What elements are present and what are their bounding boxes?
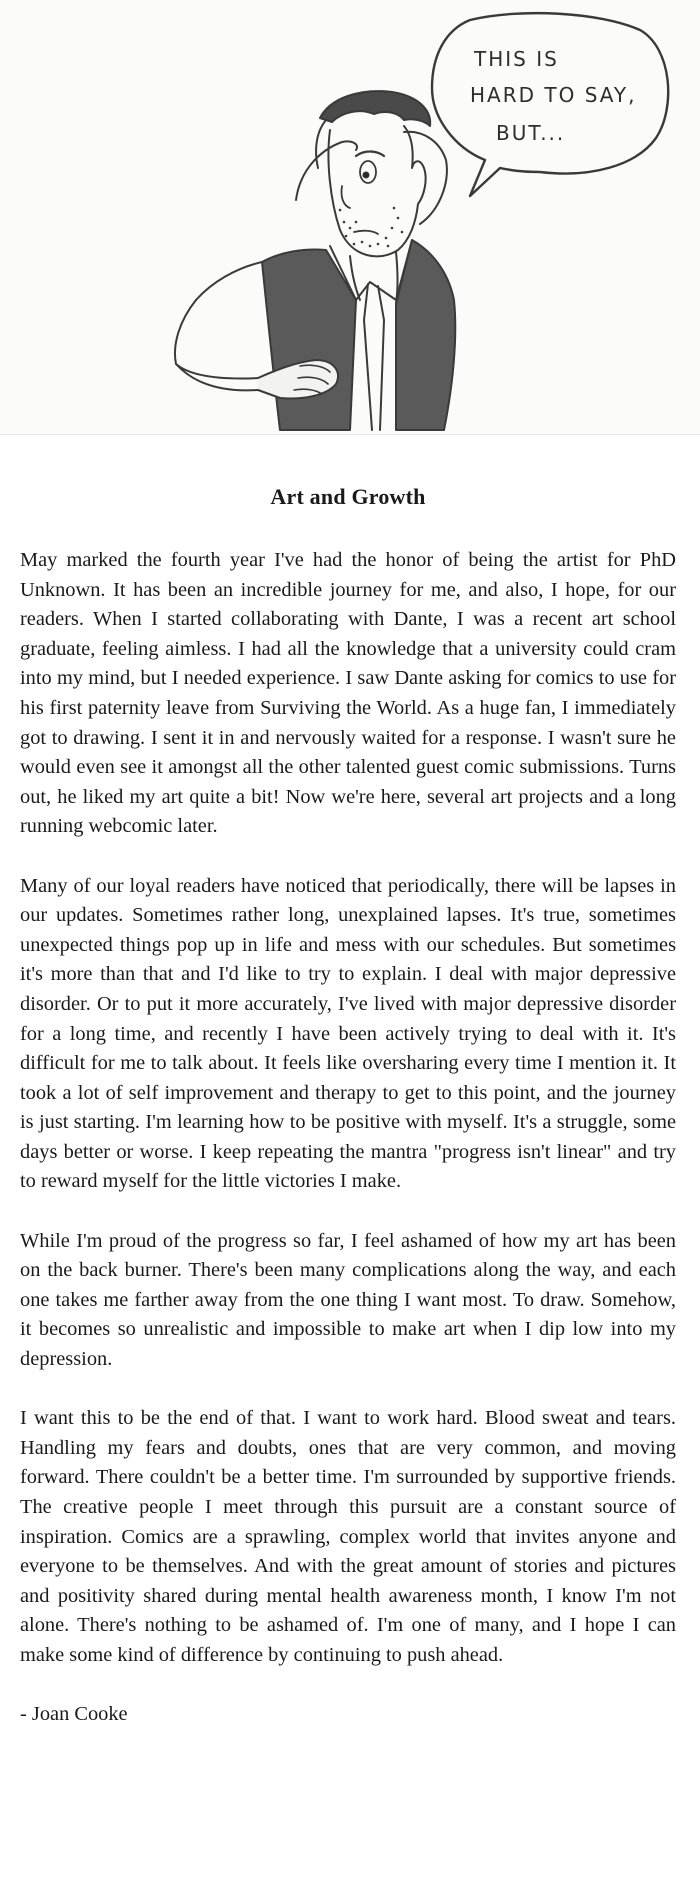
article	[20, 484, 676, 1730]
article-paragraph-2: Many of our loyal readers have noticed that periodically, there will be lapses in our updates. Sometimes rather long, unexplained lapses. It's true, sometimes unexpected things pop up in life and mess with our schedules. But sometimes it's more than that and I'd like to try to explain. I deal with major depressive disorder. Or to put it more accurately, I've lived with major depressive disorder for a long time, and recently I have been actively trying to deal with it. It's difficult for me to talk about. It feels like oversharing every time I mention it. It took a lot of self improvement and therapy to get to this point, and the journey is just starting. I'm learning how to be positive with myself. It's a struggle, some days better or worse. I keep repeating the mantra "progress isn't linear" and try to reward myself for the little victories I make.	[20, 874, 676, 1193]
comic-panel	[0, 0, 700, 434]
panel-divider	[0, 434, 700, 435]
article-title: Art and Growth	[270, 484, 426, 509]
author-signature: - Joan Cooke	[20, 1703, 128, 1726]
article-paragraph-4: I want this to be the end of that. I want to work hard. Blood sweat and tears. Handling my fears and doubts, ones that are very common, and moving forward. There couldn't be a better time. I'm surrounded by supportive friends. The creative people I meet through this pursuit are a constant source of inspiration. Comics are a sprawling, complex world that invites anyone and everyone to be themselves. And with the great amount of stories and pictures and positivity shared during mental health awareness month, I know I'm not alone. There's nothing to be ashamed of. I'm one of many, and I hope I can make some kind of difference by continuing to push ahead.	[20, 1407, 676, 1666]
article-paragraph-1: May marked the fourth year I've had the honor of being the artist for PhD Unknown. It has been an incredible journey for me, and also, I hope, for our readers. When I started collaborating with Dante, I was a recent art school graduate, feeling aimless. I had all the knowledge that a university could cram into my mind, but I needed experience. I saw Dante asking for comics to use for his first paternity leave from Surviving the World. As a huge fan, I immediately got to drawing. I sent it in and nervously waited for a response. I wasn't sure he would even see it amongst all the other talented guest comic submissions. Turns out, he liked my art quite a bit! Now we're here, several art projects and a long running webcomic later.	[20, 549, 676, 838]
speech-line-2: HARD TO SAY,	[470, 83, 637, 107]
comic-illustration	[0, 0, 700, 434]
article-paragraph-3: While I'm proud of the progress so far, I feel ashamed of how my art has been on the back burner. There's been many complications along the way, and each one takes me farther away from the one thing I want most. To draw. Somehow, it becomes so unrealistic and impossible to make art when I dip low into my depression.	[20, 1229, 676, 1371]
speech-bubble-text	[470, 47, 636, 145]
speech-line-3: BUT...	[496, 121, 566, 145]
speech-line-1: THIS IS	[474, 47, 559, 71]
